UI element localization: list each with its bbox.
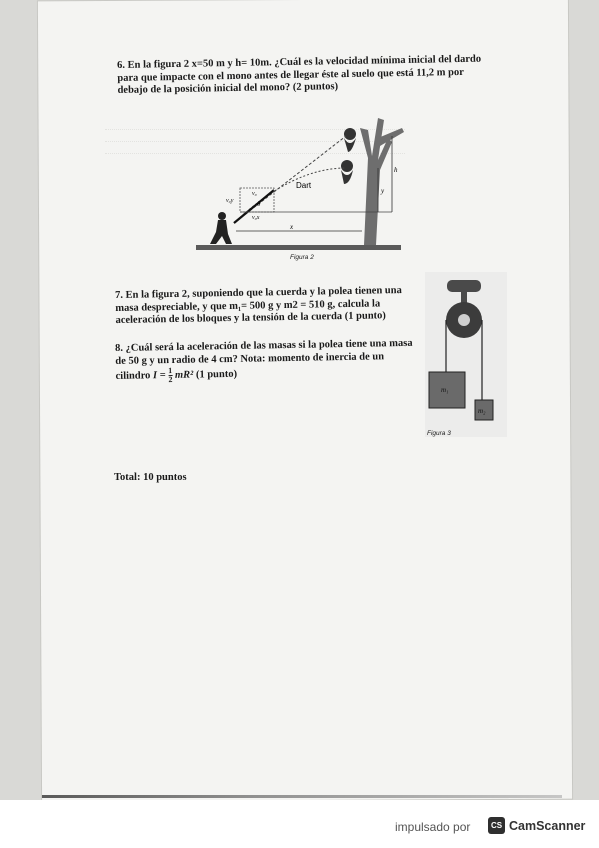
page-edge-shadow bbox=[42, 795, 562, 798]
label-x: x bbox=[290, 223, 294, 231]
shooter-icon bbox=[210, 212, 232, 244]
label-y: y bbox=[381, 187, 385, 195]
label-theta: θ bbox=[257, 200, 261, 208]
question-8-text: 8. ¿Cuál será la aceleración de las masas si la polea tiene una masa de 50 g y un radio de 4 cm? Nota: momento de inercia de un cilindro bbox=[115, 337, 413, 382]
total-points: Total: 10 puntos bbox=[114, 472, 187, 483]
camscanner-logo-icon: CS bbox=[488, 817, 505, 834]
question-8-points: (1 punto) bbox=[195, 368, 238, 381]
scanner-footer bbox=[0, 800, 599, 848]
label-h: h bbox=[394, 166, 398, 174]
label-dart: Dart bbox=[296, 181, 312, 190]
figure-2 bbox=[192, 98, 407, 263]
fraction-denominator: 2 bbox=[168, 375, 173, 385]
figure-2-caption: Figura 2 bbox=[290, 254, 314, 261]
figure-2-diagram bbox=[192, 98, 407, 263]
pulley-bracket bbox=[461, 290, 467, 304]
label-m2: m₂ bbox=[478, 407, 486, 415]
figure-3 bbox=[425, 272, 507, 437]
fraction-numerator: 1 bbox=[168, 366, 173, 376]
question-6: 6. En la figura 2 x=50 m y h= 10m. ¿Cuál es la velocidad mínima inicial del dardo para que impacte con el mono antes de llegar éste al suelo que está 11,2 m por debajo de la posición inicial del mono? (2 puntos) bbox=[117, 53, 482, 96]
label-m1: m₁ bbox=[441, 386, 449, 394]
ground bbox=[196, 245, 401, 250]
label-v0x: v₀x bbox=[252, 215, 260, 221]
dart-trajectory bbox=[234, 168, 346, 223]
one-half-fraction bbox=[168, 367, 172, 384]
figure-3-diagram bbox=[425, 272, 507, 432]
question-7: 7. En la figura 2, suponiendo que la cuerda y la polea tienen una masa despreciable, y que m₁= 500 g y m2 = 510 g, calcula la aceleración de los bloques y la tensión de la cuerda (1 punto) bbox=[115, 284, 402, 326]
question-8 bbox=[115, 338, 421, 385]
question-8-inertia-symbol: I = bbox=[152, 370, 166, 382]
camscanner-brand: CamScanner bbox=[509, 819, 586, 833]
figure-3-caption: Figura 3 bbox=[427, 430, 451, 437]
monkey-initial-icon bbox=[344, 128, 356, 152]
powered-by-text: impulsado por bbox=[395, 820, 471, 834]
label-v0y: v₀y bbox=[226, 198, 234, 204]
monkey-falling-icon bbox=[341, 160, 353, 184]
pulley-axle bbox=[458, 314, 470, 326]
label-v0: v₀ bbox=[252, 191, 257, 197]
question-8-formula: mR² bbox=[174, 369, 194, 381]
